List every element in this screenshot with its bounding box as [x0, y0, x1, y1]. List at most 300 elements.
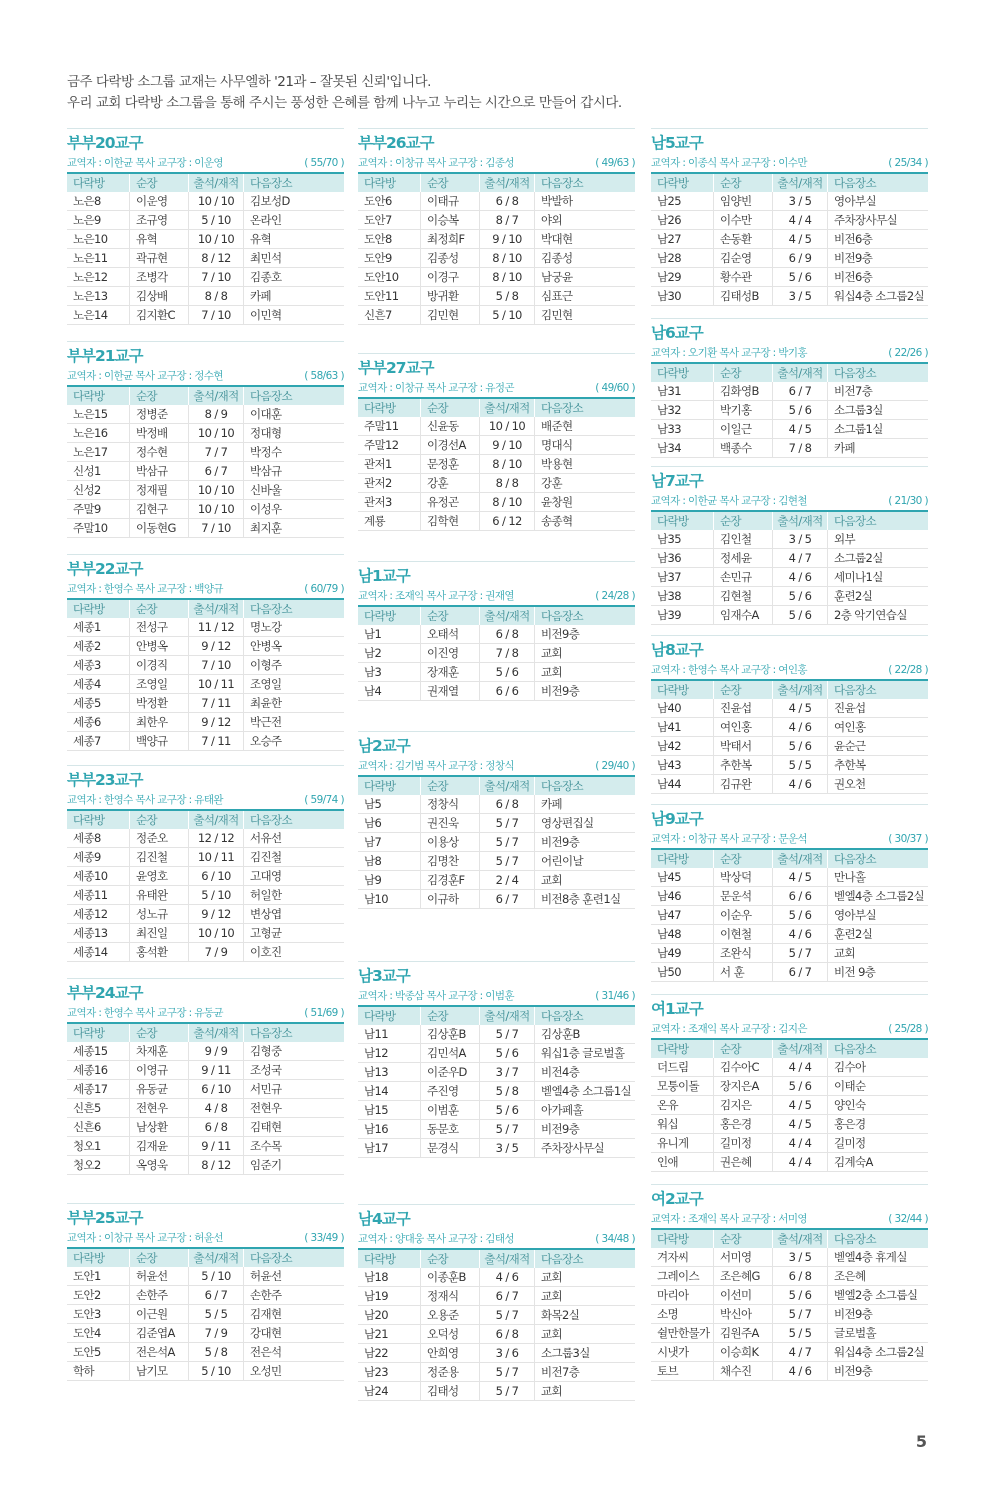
column-header: 순장 [714, 512, 773, 530]
table-cell: 5 / 6 [773, 587, 828, 606]
table-cell: 임준기 [244, 1156, 345, 1175]
table-cell: 5 / 6 [480, 663, 535, 682]
district-title: 부부27교구 [358, 353, 635, 379]
table-cell: 전현우 [244, 1099, 345, 1118]
table-cell: 남48 [651, 925, 714, 944]
table-row [651, 925, 928, 944]
table-row [358, 890, 635, 909]
table-cell: 주차장사무실 [535, 1139, 636, 1158]
table-cell: 그레이스 [651, 1267, 714, 1286]
column-header: 다음장소 [535, 399, 636, 417]
district-table [67, 387, 344, 538]
attendance-total: ( 21/30 ) [888, 495, 928, 507]
table-cell: 워십4층 소그룹2실 [828, 287, 929, 306]
table-cell: 조병각 [130, 268, 189, 287]
table-cell: 4 / 5 [773, 1096, 828, 1115]
district-table [67, 1249, 344, 1381]
table-cell: 안병옥 [130, 637, 189, 656]
table-cell: 9 / 10 [480, 230, 535, 249]
table-cell: 배준현 [535, 417, 636, 436]
table-cell: 세종8 [67, 829, 130, 848]
column-header: 다음장소 [244, 174, 345, 192]
table-row [67, 1267, 344, 1286]
table-cell: 이종훈B [421, 1268, 480, 1287]
table-cell: 남47 [651, 906, 714, 925]
district-title: 부부26교구 [358, 128, 635, 154]
table-cell: 세종14 [67, 943, 130, 962]
table-cell: 5 / 6 [773, 268, 828, 287]
district-table [67, 811, 344, 962]
column-header: 순장 [421, 399, 480, 417]
table-row [358, 306, 635, 325]
table-row [651, 1077, 928, 1096]
table-cell: 5 / 7 [773, 1305, 828, 1324]
table-cell: 권진욱 [421, 814, 480, 833]
column-header: 순장 [714, 1230, 773, 1248]
table-cell: 더드림 [651, 1058, 714, 1077]
table-cell: 신흔7 [358, 306, 421, 325]
table-cell: 백종수 [714, 439, 773, 458]
table-row [651, 944, 928, 963]
table-cell: 벧엘4층 소그룹2실 [828, 887, 929, 906]
table-cell: 이범훈 [421, 1101, 480, 1120]
table-cell: 10 / 11 [189, 675, 244, 694]
table-cell: 유니게 [651, 1134, 714, 1153]
table-cell: 3 / 5 [773, 530, 828, 549]
column-header: 다락방 [651, 174, 714, 192]
table-row [651, 211, 928, 230]
table-cell: 9 / 10 [480, 436, 535, 455]
table-cell: 심표근 [535, 287, 636, 306]
column-header: 순장 [714, 174, 773, 192]
intro-text [67, 72, 937, 114]
table-row [67, 1156, 344, 1175]
table-cell: 영아부실 [828, 906, 929, 925]
table-cell: 도안7 [358, 211, 421, 230]
district-staff: 교역자 : 이한균 목사 교구장 : 김현철 [651, 495, 807, 507]
attendance-total: ( 22/26 ) [888, 347, 928, 359]
table-row [67, 481, 344, 500]
table-cell: 비전4층 [535, 1063, 636, 1082]
table-cell: 도안10 [358, 268, 421, 287]
table-cell: 전은석 [244, 1343, 345, 1362]
table-cell: 세종15 [67, 1042, 130, 1061]
column-header: 순장 [421, 174, 480, 192]
table-row [651, 963, 928, 982]
table-row [651, 530, 928, 549]
district-title: 부부25교구 [67, 1203, 344, 1229]
table-cell: 세종3 [67, 656, 130, 675]
table-cell: 5 / 10 [189, 1267, 244, 1286]
table-cell: 5 / 7 [773, 944, 828, 963]
table-cell: 5 / 6 [773, 1077, 828, 1096]
table-cell: 세종1 [67, 618, 130, 637]
table-row [651, 1153, 928, 1172]
table-cell: 세종2 [67, 637, 130, 656]
district-staff: 교역자 : 한영수 목사 교구장 : 백양규 [67, 583, 223, 595]
table-cell: 안희영 [421, 1344, 480, 1363]
table-cell: 김지은 [714, 1096, 773, 1115]
table-cell: 김민석A [421, 1044, 480, 1063]
table-header [358, 174, 635, 192]
table-cell: 신흔5 [67, 1099, 130, 1118]
table-cell: 세종5 [67, 694, 130, 713]
district-title: 남5교구 [651, 128, 928, 154]
table-cell: 길미정 [714, 1134, 773, 1153]
table-row [358, 493, 635, 512]
district-info-line [651, 154, 928, 174]
district-staff: 교역자 : 조재익 목사 교구장 : 김지은 [651, 1023, 807, 1035]
table-cell: 교회 [535, 1268, 636, 1287]
table-cell: 이태순 [828, 1077, 929, 1096]
column-header: 출석/재적 [189, 174, 244, 192]
table-cell: 홍은경 [828, 1115, 929, 1134]
table-row [358, 1382, 635, 1401]
column-header: 다락방 [67, 600, 130, 618]
attendance-total: ( 51/69 ) [304, 1007, 344, 1019]
table-cell: 박정배 [130, 424, 189, 443]
district-title: 부부22교구 [67, 554, 344, 580]
table-cell: 남21 [358, 1325, 421, 1344]
table-row [67, 943, 344, 962]
district-group [651, 804, 928, 982]
table-cell: 교회 [535, 663, 636, 682]
table-cell: 12 / 12 [189, 829, 244, 848]
table-row [358, 1363, 635, 1382]
table-cell: 남기모 [130, 1362, 189, 1381]
table-cell: 5 / 8 [480, 1082, 535, 1101]
table-cell: 김태성B [714, 287, 773, 306]
table-cell: 도안9 [358, 249, 421, 268]
table-row [67, 1343, 344, 1362]
table-cell: 조은혜 [828, 1267, 929, 1286]
column-header: 다락방 [358, 174, 421, 192]
district-table [358, 1250, 635, 1401]
table-row [67, 694, 344, 713]
table-cell: 7 / 10 [189, 656, 244, 675]
district-group [651, 1184, 928, 1381]
district-table [358, 399, 635, 531]
district-group [358, 731, 635, 909]
table-row [651, 775, 928, 794]
table-cell: 6 / 6 [773, 887, 828, 906]
column-header: 순장 [714, 1040, 773, 1058]
table-cell: 10 / 11 [189, 848, 244, 867]
table-cell: 도안4 [67, 1324, 130, 1343]
table-cell: 박정환 [130, 694, 189, 713]
table-row [358, 1344, 635, 1363]
table-cell: 오성민 [244, 1362, 345, 1381]
table-cell: 옥영욱 [130, 1156, 189, 1175]
table-cell: 비전9층 [535, 1120, 636, 1139]
table-cell: 4 / 5 [773, 420, 828, 439]
table-row [67, 287, 344, 306]
table-cell: 최윤한 [244, 694, 345, 713]
table-cell: 8 / 8 [189, 287, 244, 306]
table-cell: 장재훈 [421, 663, 480, 682]
table-cell: 도안2 [67, 1286, 130, 1305]
table-row [651, 549, 928, 568]
table-header [651, 1040, 928, 1058]
district-info-line [358, 987, 635, 1007]
table-cell: 권은혜 [714, 1153, 773, 1172]
column-header: 다음장소 [244, 387, 345, 405]
table-row [651, 382, 928, 401]
district-info-line [358, 1230, 635, 1250]
district-staff: 교역자 : 한영수 목사 교구장 : 여인홍 [651, 664, 807, 676]
district-title: 부부24교구 [67, 978, 344, 1004]
table-row [358, 663, 635, 682]
column-header: 다음장소 [535, 777, 636, 795]
table-cell: 허윤선 [244, 1267, 345, 1286]
table-cell: 5 / 6 [773, 1286, 828, 1305]
table-row [651, 587, 928, 606]
table-cell: 8 / 10 [480, 455, 535, 474]
table-cell: 이승희K [714, 1343, 773, 1362]
district-table [651, 1230, 928, 1381]
attendance-total: ( 55/70 ) [304, 157, 344, 169]
column-header: 다음장소 [244, 600, 345, 618]
district-table [651, 850, 928, 982]
table-cell: 10 / 10 [189, 924, 244, 943]
table-cell: 강대현 [244, 1324, 345, 1343]
table-cell: 문정훈 [421, 455, 480, 474]
table-cell: 김종호 [244, 268, 345, 287]
table-cell: 남상환 [130, 1118, 189, 1137]
attendance-total: ( 24/28 ) [595, 590, 635, 602]
table-cell: 이승복 [421, 211, 480, 230]
table-cell: 이용상 [421, 833, 480, 852]
table-cell: 세종7 [67, 732, 130, 751]
table-cell: 9 / 12 [189, 713, 244, 732]
district-group [67, 128, 344, 325]
table-row [67, 211, 344, 230]
table-cell: 관저2 [358, 474, 421, 493]
table-cell: 동문호 [421, 1120, 480, 1139]
table-cell: 비전9층 [828, 1362, 929, 1381]
table-cell: 8 / 10 [480, 268, 535, 287]
table-row [67, 1286, 344, 1305]
district-group [651, 994, 928, 1172]
table-row [651, 192, 928, 211]
column-header: 다락방 [67, 1249, 130, 1267]
attendance-total: ( 30/37 ) [888, 833, 928, 845]
table-row [358, 1268, 635, 1287]
column-header: 다음장소 [244, 811, 345, 829]
table-cell: 조영일 [244, 675, 345, 694]
table-row [67, 1099, 344, 1118]
table-row [358, 512, 635, 531]
table-row [651, 1343, 928, 1362]
table-cell: 이성우 [244, 500, 345, 519]
table-cell: 7 / 7 [189, 443, 244, 462]
table-cell: 소그룹3실 [535, 1344, 636, 1363]
table-cell: 정재필 [130, 481, 189, 500]
column-header: 출석/재적 [773, 850, 828, 868]
table-cell: 손동환 [714, 230, 773, 249]
column-header: 출석/재적 [480, 1007, 535, 1025]
district-info-line [67, 1004, 344, 1024]
table-cell: 7 / 9 [189, 943, 244, 962]
table-row [358, 644, 635, 663]
table-row [67, 1118, 344, 1137]
table-cell: 세미나1실 [828, 568, 929, 587]
table-header [67, 1249, 344, 1267]
table-row [67, 1362, 344, 1381]
column-header: 다락방 [67, 174, 130, 192]
table-cell: 영상편집실 [535, 814, 636, 833]
table-cell: 벧엘4층 휴게실 [828, 1248, 929, 1267]
district-info-line [651, 1020, 928, 1040]
table-row [358, 249, 635, 268]
table-cell: 유혁 [244, 230, 345, 249]
table-cell: 김종성 [421, 249, 480, 268]
table-cell: 이호진 [244, 943, 345, 962]
table-cell: 5 / 7 [480, 1306, 535, 1325]
table-cell: 4 / 6 [773, 1362, 828, 1381]
table-cell: 세종9 [67, 848, 130, 867]
attendance-total: ( 49/63 ) [595, 157, 635, 169]
table-row [67, 500, 344, 519]
table-cell: 손한주 [130, 1286, 189, 1305]
table-cell: 시냇가 [651, 1343, 714, 1362]
table-cell: 6 / 8 [189, 1118, 244, 1137]
district-info-line [651, 492, 928, 512]
table-cell: 6 / 8 [773, 1267, 828, 1286]
table-header [67, 1024, 344, 1042]
table-cell: 5 / 10 [189, 211, 244, 230]
table-cell: 6 / 8 [480, 625, 535, 644]
table-row [358, 1306, 635, 1325]
column-header: 출석/재적 [480, 399, 535, 417]
table-cell: 5 / 7 [480, 1120, 535, 1139]
table-cell: 이운영 [130, 192, 189, 211]
table-row [358, 474, 635, 493]
table-cell: 세종13 [67, 924, 130, 943]
table-cell: 남15 [358, 1101, 421, 1120]
table-row [358, 268, 635, 287]
table-cell: 성노규 [130, 905, 189, 924]
district-title: 남3교구 [358, 961, 635, 987]
table-cell: 남14 [358, 1082, 421, 1101]
table-header [358, 1250, 635, 1268]
district-staff: 교역자 : 이창규 목사 교구장 : 유정곤 [358, 382, 514, 394]
district-group [651, 635, 928, 794]
table-cell: 남23 [358, 1363, 421, 1382]
table-row [358, 287, 635, 306]
attendance-total: ( 22/28 ) [888, 664, 928, 676]
table-cell: 4 / 5 [773, 699, 828, 718]
table-cell: 전현우 [130, 1099, 189, 1118]
table-cell: 남31 [651, 382, 714, 401]
table-cell: 도안3 [67, 1305, 130, 1324]
table-header [651, 850, 928, 868]
table-cell: 신윤동 [421, 417, 480, 436]
table-cell: 7 / 10 [189, 519, 244, 538]
table-cell: 남28 [651, 249, 714, 268]
table-cell: 온라인 [244, 211, 345, 230]
table-cell: 워십 [651, 1115, 714, 1134]
table-row [651, 230, 928, 249]
column-header: 다락방 [651, 512, 714, 530]
table-cell: 서미영 [714, 1248, 773, 1267]
table-cell: 온유 [651, 1096, 714, 1115]
table-cell: 5 / 7 [480, 1363, 535, 1382]
table-cell: 세종17 [67, 1080, 130, 1099]
table-cell: 김민현 [535, 306, 636, 325]
table-cell: 송종혁 [535, 512, 636, 531]
table-cell: 이태규 [421, 192, 480, 211]
table-cell: 김준엽A [130, 1324, 189, 1343]
table-row [67, 1324, 344, 1343]
table-cell: 조수목 [244, 1137, 345, 1156]
table-cell: 주말9 [67, 500, 130, 519]
table-cell: 계룡 [358, 512, 421, 531]
column-1 [67, 128, 344, 1381]
table-cell: 김태현 [244, 1118, 345, 1137]
column-header: 다음장소 [828, 681, 929, 699]
table-cell: 이대훈 [244, 405, 345, 424]
table-cell: 인애 [651, 1153, 714, 1172]
table-row [651, 868, 928, 887]
table-cell: 7 / 10 [189, 268, 244, 287]
table-cell: 김현구 [130, 500, 189, 519]
column-header: 출석/재적 [189, 1024, 244, 1042]
table-cell: 최진일 [130, 924, 189, 943]
table-cell: 조은혜G [714, 1267, 773, 1286]
table-cell: 3 / 5 [773, 287, 828, 306]
district-staff: 교역자 : 박종삼 목사 교구장 : 이범훈 [358, 990, 514, 1002]
table-cell: 마리아 [651, 1286, 714, 1305]
table-cell: 교회 [535, 1382, 636, 1401]
table-cell: 도안8 [358, 230, 421, 249]
table-cell: 강훈 [421, 474, 480, 493]
table-row [67, 656, 344, 675]
district-group [67, 341, 344, 538]
table-cell: 비전7층 [535, 1363, 636, 1382]
table-cell: 도안5 [67, 1343, 130, 1362]
table-cell: 이현철 [714, 925, 773, 944]
table-cell: 오태석 [421, 625, 480, 644]
table-cell: 곽규현 [130, 249, 189, 268]
table-cell: 유태완 [130, 886, 189, 905]
table-cell: 이경구 [421, 268, 480, 287]
table-row [67, 867, 344, 886]
table-cell: 남2 [358, 644, 421, 663]
table-row [651, 1267, 928, 1286]
table-cell: 비전6층 [828, 268, 929, 287]
table-row [67, 249, 344, 268]
district-info-line [67, 154, 344, 174]
table-row [651, 439, 928, 458]
table-cell: 정재식 [421, 1287, 480, 1306]
district-table [651, 364, 928, 458]
table-row [651, 287, 928, 306]
table-cell: 이진영 [421, 644, 480, 663]
table-cell: 8 / 10 [480, 493, 535, 512]
table-cell: 차재훈 [130, 1042, 189, 1061]
table-cell: 외부 [828, 530, 929, 549]
table-cell: 4 / 6 [773, 775, 828, 794]
table-cell: 노은14 [67, 306, 130, 325]
table-row [651, 1362, 928, 1381]
table-cell: 세종10 [67, 867, 130, 886]
district-group [651, 466, 928, 625]
table-cell: 김재현 [244, 1305, 345, 1324]
table-cell: 10 / 10 [189, 424, 244, 443]
table-cell: 이근원 [130, 1305, 189, 1324]
column-header: 다음장소 [828, 1230, 929, 1248]
